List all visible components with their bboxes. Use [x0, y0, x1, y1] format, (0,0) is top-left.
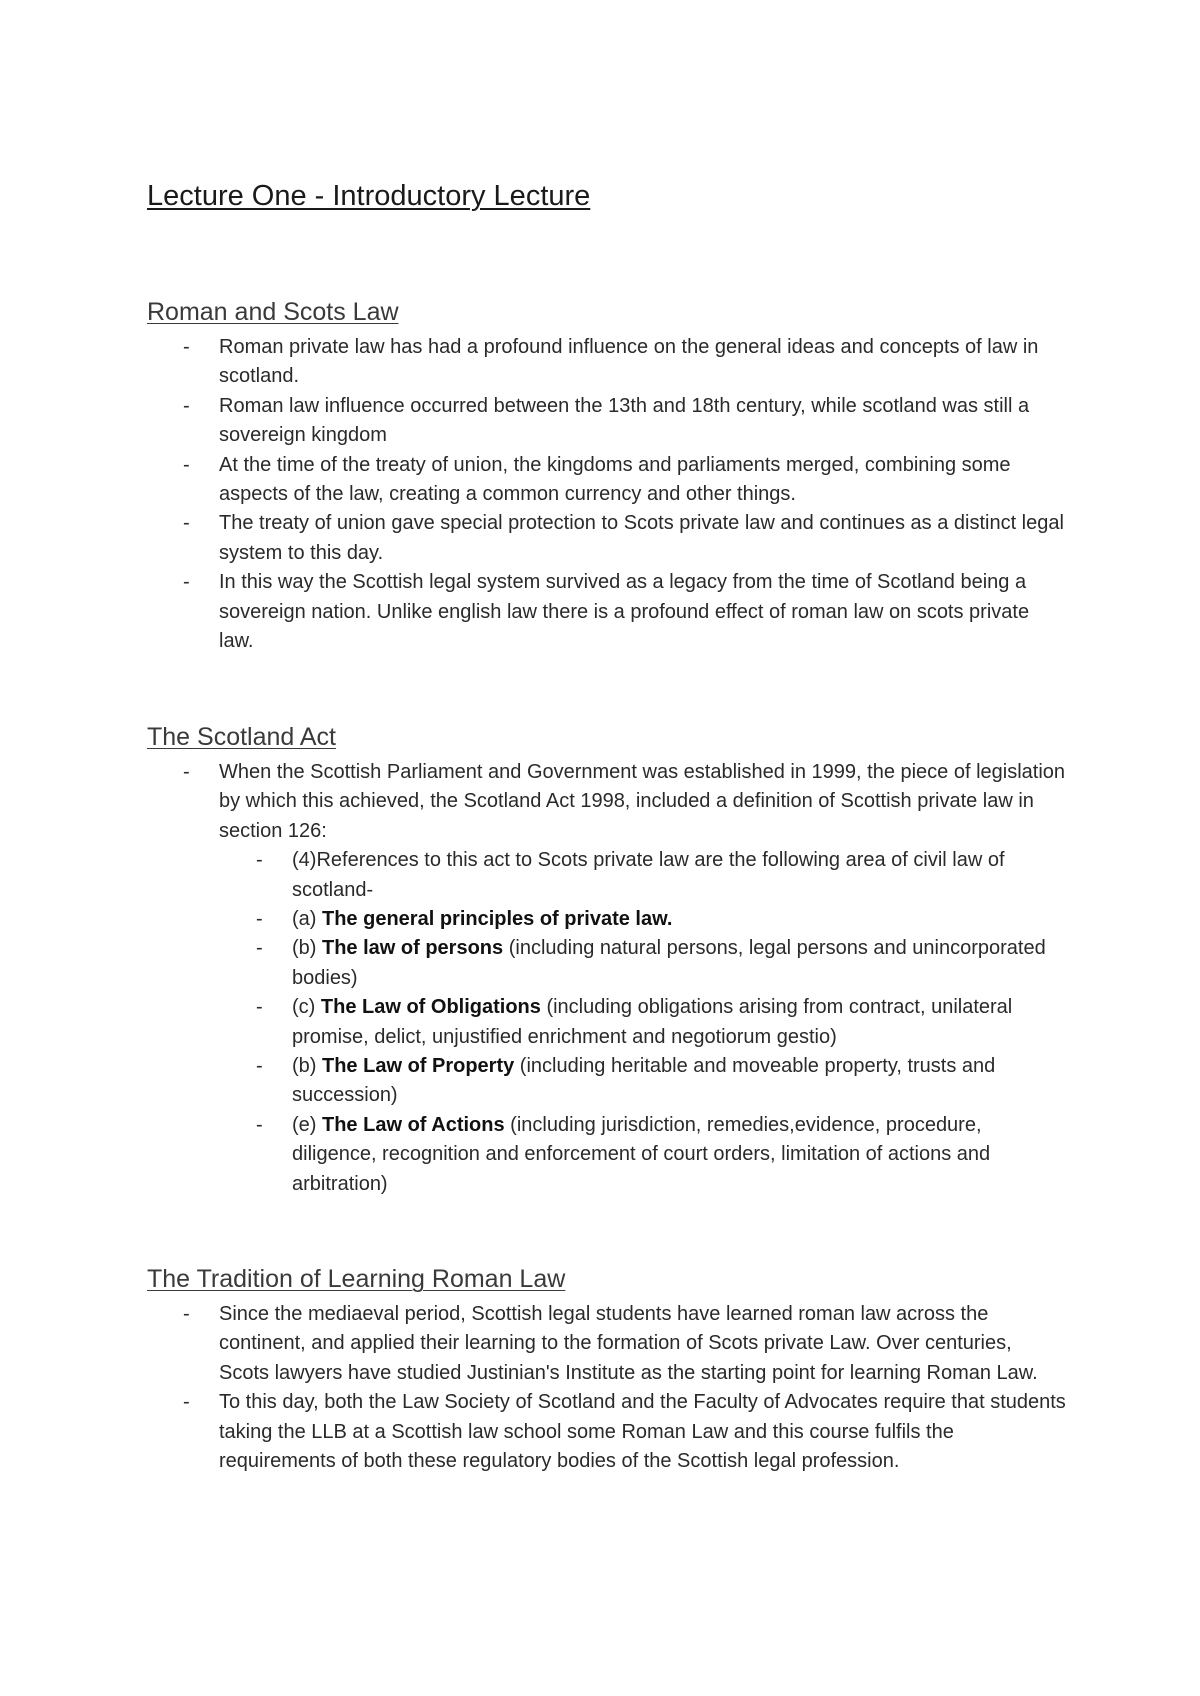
item-bold-term: The Law of Property	[322, 1055, 515, 1078]
section-heading: The Tradition of Learning Roman Law	[147, 1265, 566, 1293]
bullet-list	[147, 1300, 1067, 1476]
sub-list-item	[147, 934, 1067, 993]
item-prefix: (e)	[292, 1113, 322, 1136]
item-bold-term: The Law of Obligations	[320, 996, 541, 1019]
sub-list-item	[147, 1052, 1067, 1111]
sub-bullet-list	[147, 846, 1067, 1199]
bullet-list	[147, 333, 1067, 656]
sub-list-item	[147, 846, 1067, 905]
sub-list-item	[147, 993, 1067, 1052]
item-description: (including jurisdiction, remedies,evidence, procedure, diligence, recognition and enforcement of court orders, limitation of actions and arbitration)	[292, 1113, 991, 1195]
section-heading: The Scotland Act	[147, 723, 337, 751]
list-item: - Roman private law has had a profound influence on the general ideas and concepts of law in scotland.	[147, 333, 1067, 392]
item-prefix: (4)References to this act to Scots private law are the following area of civil law of scotland-	[292, 849, 1005, 901]
item-bold-term: The Law of Actions	[322, 1113, 505, 1136]
section-tradition-of-learning-roman-law	[147, 1262, 1067, 1476]
section-roman-and-scots-law	[147, 295, 1067, 656]
sub-list-item	[147, 1111, 1067, 1199]
list-item: - When the Scottish Parliament and Government was established in 1999, the piece of legislation by which this achieved, the Scotland Act 1998, included a definition of Scottish private law in section 126:	[147, 758, 1067, 846]
list-item: - To this day, both the Law Society of Scotland and the Faculty of Advocates require that students taking the LLB at a Scottish law school some Roman Law and this course fulfils the requirements of both these regulatory bodies of the Scottish legal profession.	[147, 1388, 1067, 1476]
section-scotland-act	[147, 720, 1067, 1199]
item-prefix: (c)	[292, 996, 321, 1019]
item-description: (including obligations arising from contract, unilateral promise, delict, unjustified enrichment and negotiorum gestio)	[292, 996, 1013, 1048]
document-title: Lecture One - Introductory Lecture	[147, 180, 591, 212]
sub-list-item	[147, 905, 1067, 934]
item-description: (including natural persons, legal persons and unincorporated bodies)	[292, 937, 1046, 989]
list-item: - Roman law influence occurred between the 13th and 18th century, while scotland was still a sovereign kingdom	[147, 392, 1067, 451]
list-item: - At the time of the treaty of union, the kingdoms and parliaments merged, combining some aspects of the law, creating a common currency and other things.	[147, 451, 1067, 510]
list-item: - Since the mediaeval period, Scottish legal students have learned roman law across the continent, and applied their learning to the formation of Scots private Law. Over centuries, Scots lawyers have studied Justinian's Institute as the starting point for learning Roman Law.	[147, 1300, 1067, 1388]
list-item: - In this way the Scottish legal system survived as a legacy from the time of Scotland being a sovereign nation. Unlike english law there is a profound effect of roman law on scots private law.	[147, 568, 1067, 656]
item-description: (including heritable and moveable property, trusts and succession)	[292, 1055, 996, 1107]
bullet-list	[147, 758, 1067, 846]
item-prefix: (a)	[292, 908, 322, 931]
section-heading: Roman and Scots Law	[147, 298, 399, 326]
item-bold-term: The general principles of private law.	[322, 908, 673, 931]
list-item: - The treaty of union gave special protection to Scots private law and continues as a distinct legal system to this day.	[147, 509, 1067, 568]
item-prefix: (b)	[292, 1055, 322, 1078]
item-prefix: (b)	[292, 937, 322, 960]
item-bold-term: The law of persons	[322, 937, 504, 960]
